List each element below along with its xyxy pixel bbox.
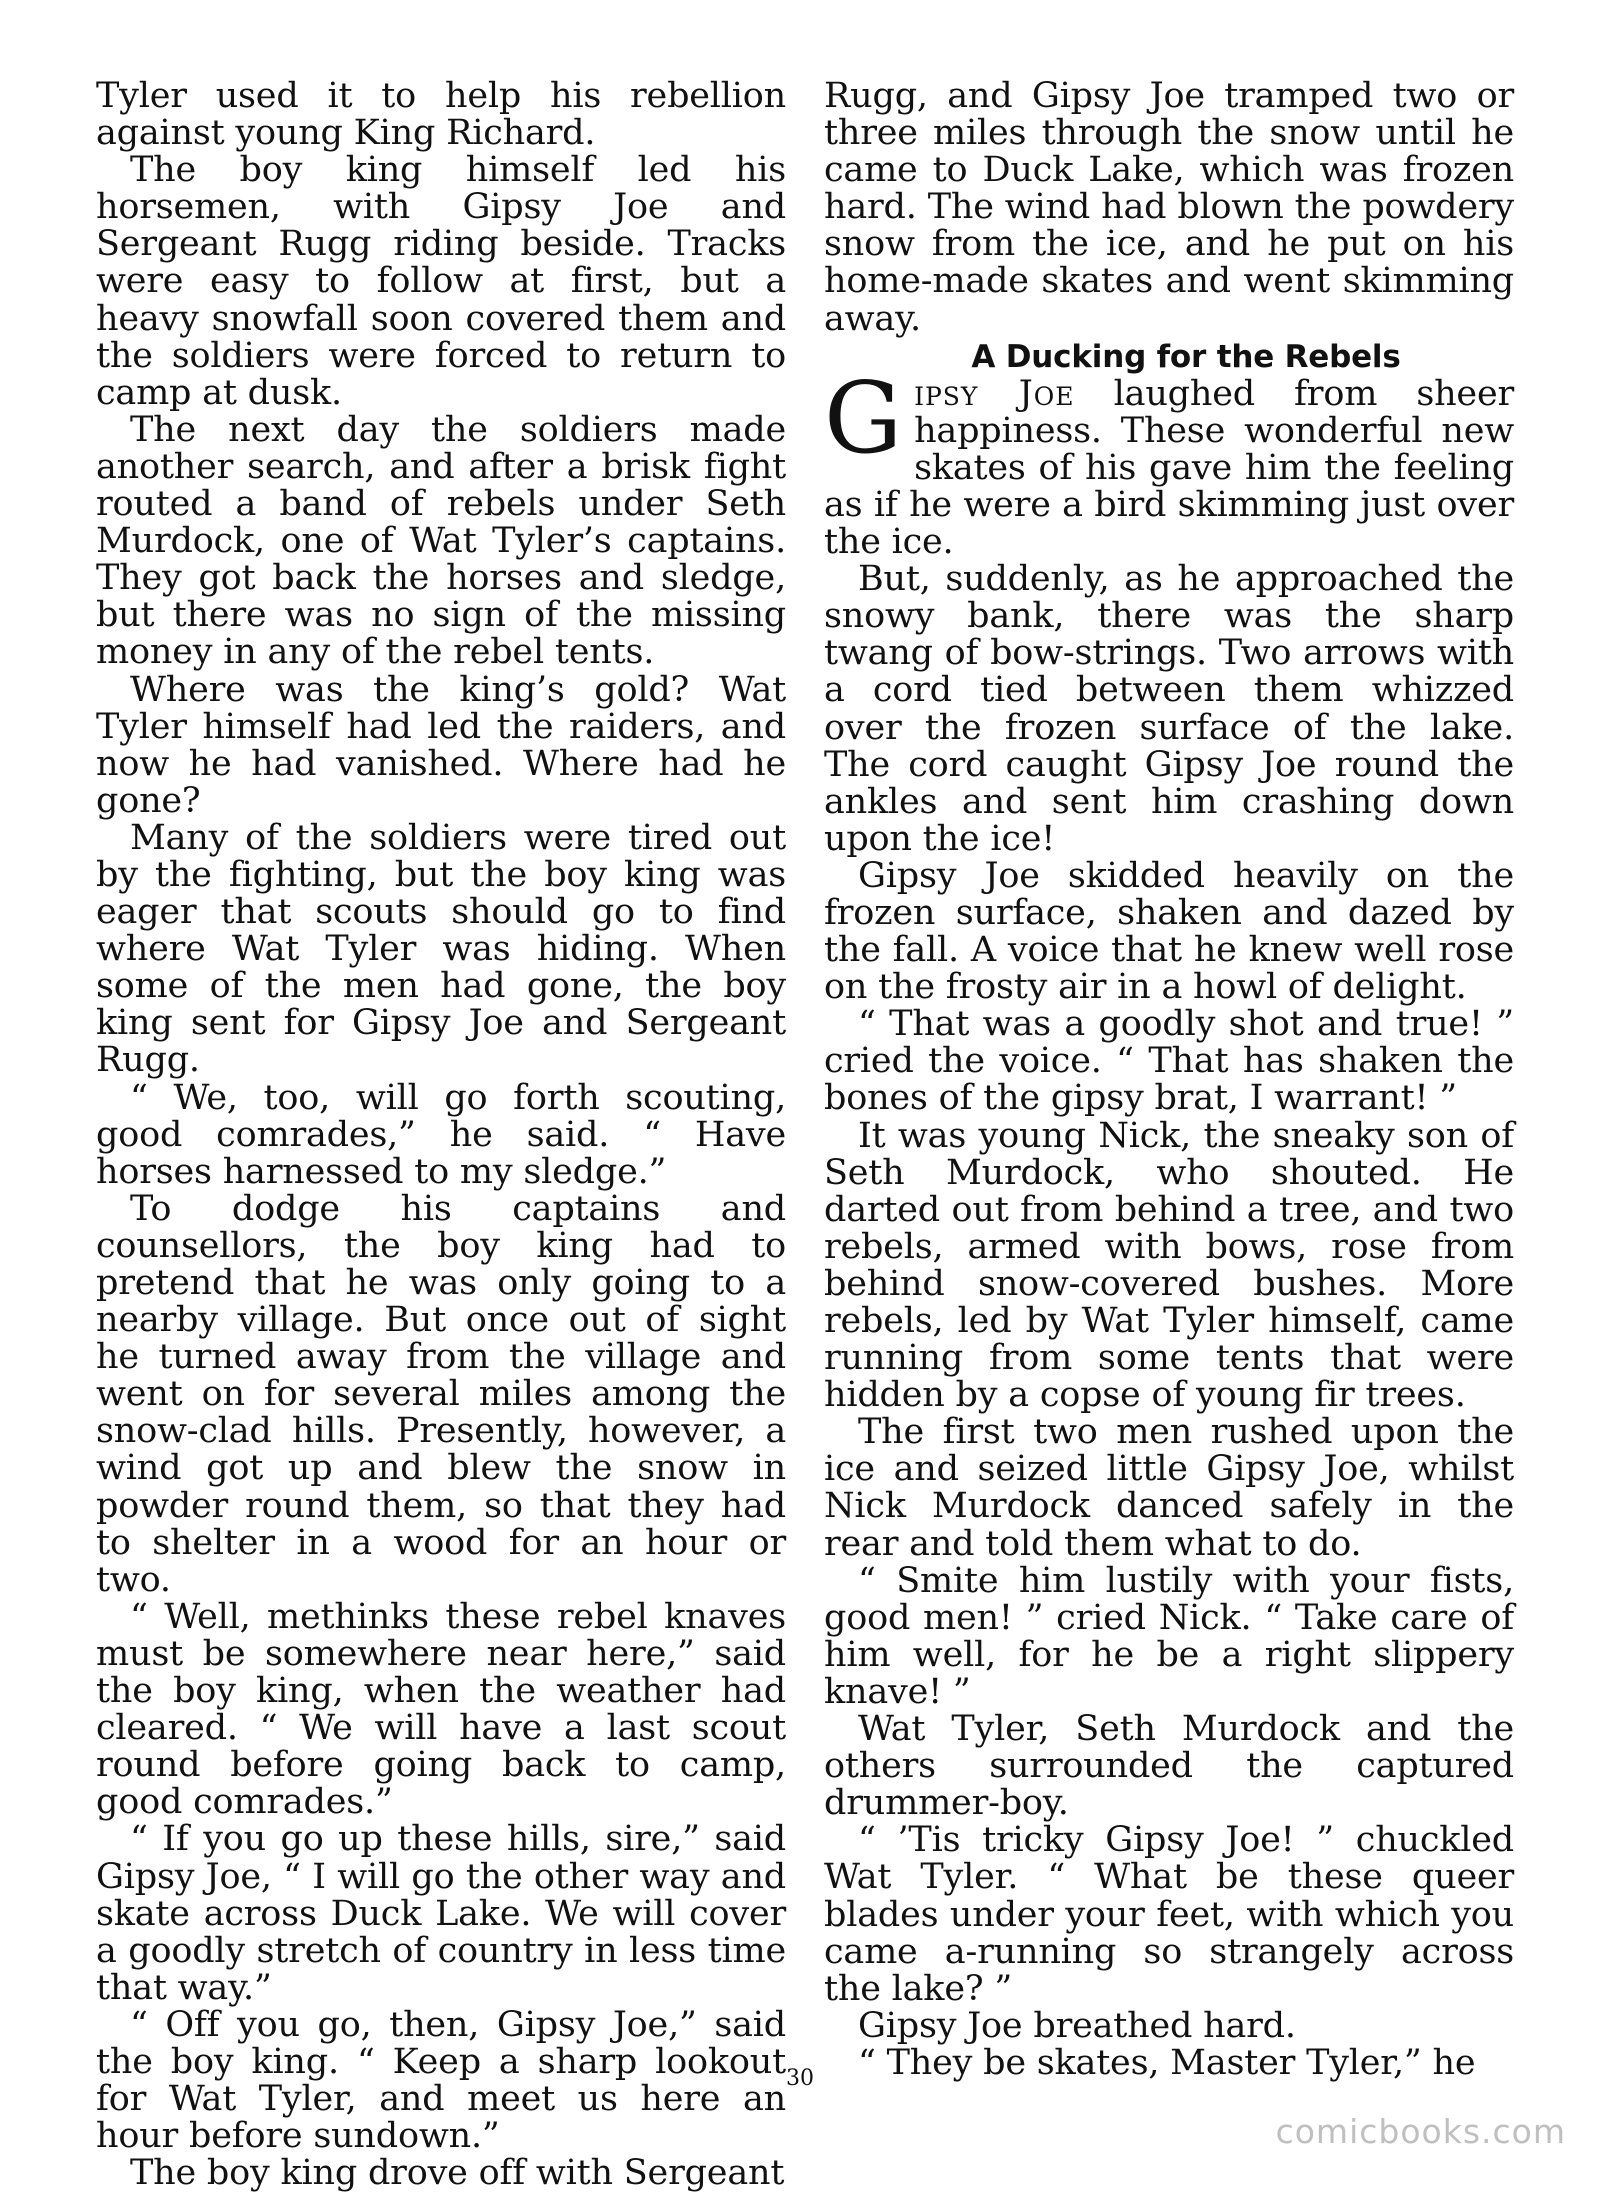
paragraph: It was young Nick, the sneaky son of Seth Murdock, who shouted. He darted out from behind a tree, and two rebels, armed with bows, rose from behind snow-covered bushes. More rebels, led by Wat Tyler himself, came running from some tents that were hidden by a copse of young fir trees. bbox=[824, 1115, 1514, 1416]
paragraph: The boy king drove off with Sergeant bbox=[130, 2153, 785, 2193]
paragraph: “ Well, methinks these rebel knaves must be somewhere near here,” said the boy king, when the weather had cleared. “ We will have a last scout round before going back to camp, good comrades.” bbox=[96, 1596, 786, 1823]
paragraph: “ They be skates, Master Tyler,” he bbox=[858, 2042, 1476, 2083]
paragraph: But, suddenly, as he approached the snowy bank, there was the sharp twang of bow-strings. Two arrows with a cord tied between them whizzed over the frozen surface of the lake. The cord caught Gipsy Joe round the ankles and sent him crashing down upon the ice! bbox=[824, 559, 1514, 859]
paragraph: Tyler used it to help his rebellion against young King Richard. bbox=[96, 76, 786, 154]
paragraph: “ Smite him lustily with your fists, good men! ” cried Nick. “ Take care of him well, for he be a right slippery knave! ” bbox=[824, 1560, 1514, 1712]
paragraph: Where was the king’s gold? Wat Tyler himself had led the raiders, and now he had vanished. Where had he gone? bbox=[96, 669, 786, 821]
paragraph: To dodge his captains and counsellors, the boy king had to pretend that he was only going to a nearby village. But once out of sight he turned away from the village and went on for several miles among the snow-clad hills. Presently, however, a wind got up and blew the snow in powder round them, so that they had to shelter in a wood for an hour or two. bbox=[96, 1188, 786, 1600]
left-text-column bbox=[96, 78, 786, 2192]
paragraph: The boy king himself led his horsemen, with Gipsy Joe and Sergeant Rugg riding beside. Tracks were easy to follow at first, but a heavy snowfall soon covered them and the soldiers were forced to return to camp at dusk. bbox=[96, 150, 786, 413]
section-heading: A Ducking for the Rebels bbox=[971, 338, 1401, 375]
paragraph: Gipsy Joe skidded heavily on the frozen surface, shaken and dazed by the fall. A voice that he knew well rose on the frosty air in a howl of delight. bbox=[824, 855, 1514, 1008]
paragraph: “ That was a goodly shot and true! ” cried the voice. “ That has shaken the bones of the gipsy brat, I warrant! ” bbox=[824, 1004, 1514, 1119]
paragraph: Many of the soldiers were tired out by the fighting, but the boy king was eager that scouts should go to find where Wat Tyler was hiding. When some of the men had gone, the boy king sent for Gipsy Joe and Sergeant Rugg. bbox=[96, 817, 786, 1081]
paragraph: Rugg, and Gipsy Joe tramped two or three miles through the snow until he came to Duck Lake, which was frozen hard. The wind had blown the powdery snow from the ice, and he put on his home-made skates and went skimming away. bbox=[824, 76, 1514, 339]
dropcap-paragraph bbox=[824, 361, 1514, 563]
watermark: comicbooks.com bbox=[1275, 2112, 1566, 2151]
paragraph: “ We, too, will go forth scouting, good comrades,” he said. “ Have horses harnessed to my sledge.” bbox=[96, 1077, 786, 1192]
paragraph: The next day the soldiers made another search, and after a brisk fight routed a band of rebels under Seth Murdock, one of Wat Tyler’s captains. They got back the horses and sledge, but there was no sign of the missing money in any of the rebel tents. bbox=[96, 409, 786, 673]
paragraph: Gipsy Joe breathed hard. bbox=[858, 2005, 1296, 2046]
paragraph: “ Off you go, then, Gipsy Joe,” said the boy king. “ Keep a sharp lookout for Wat Tyler, and meet us here an hour before sundown.” bbox=[96, 2004, 786, 2157]
paragraph: “ ’Tis tricky Gipsy Joe! ” chuckled Wat Tyler. “ What be these queer blades under your feet, with which you came a-running so strangely across the lake? ” bbox=[824, 1820, 1514, 2009]
right-text-column bbox=[824, 78, 1514, 2082]
drop-cap-initial: G bbox=[824, 361, 903, 476]
paragraph: The first two men rushed upon the ice and seized little Gipsy Joe, whilst Nick Murdock danced safely in the rear and told them what to do. bbox=[824, 1412, 1514, 1564]
paragraph: Wat Tyler, Seth Murdock and the others surrounded the captured drummer-boy. bbox=[824, 1709, 1514, 1824]
page-number: 30 bbox=[786, 2066, 814, 2091]
dropcap-paragraph-text: laughed from sheer happiness. These wonderful new skates of his gave him the feeling as if he were a bird skimming just over the ice. bbox=[824, 373, 1514, 563]
paragraph: “ If you go up these hills, sire,” said Gipsy Joe, “ I will go the other way and skate across Duck Lake. We will cover a goodly stretch of country in less time that way.” bbox=[96, 1819, 786, 2008]
smallcaps-lead: ipsy Joe bbox=[914, 373, 1075, 414]
